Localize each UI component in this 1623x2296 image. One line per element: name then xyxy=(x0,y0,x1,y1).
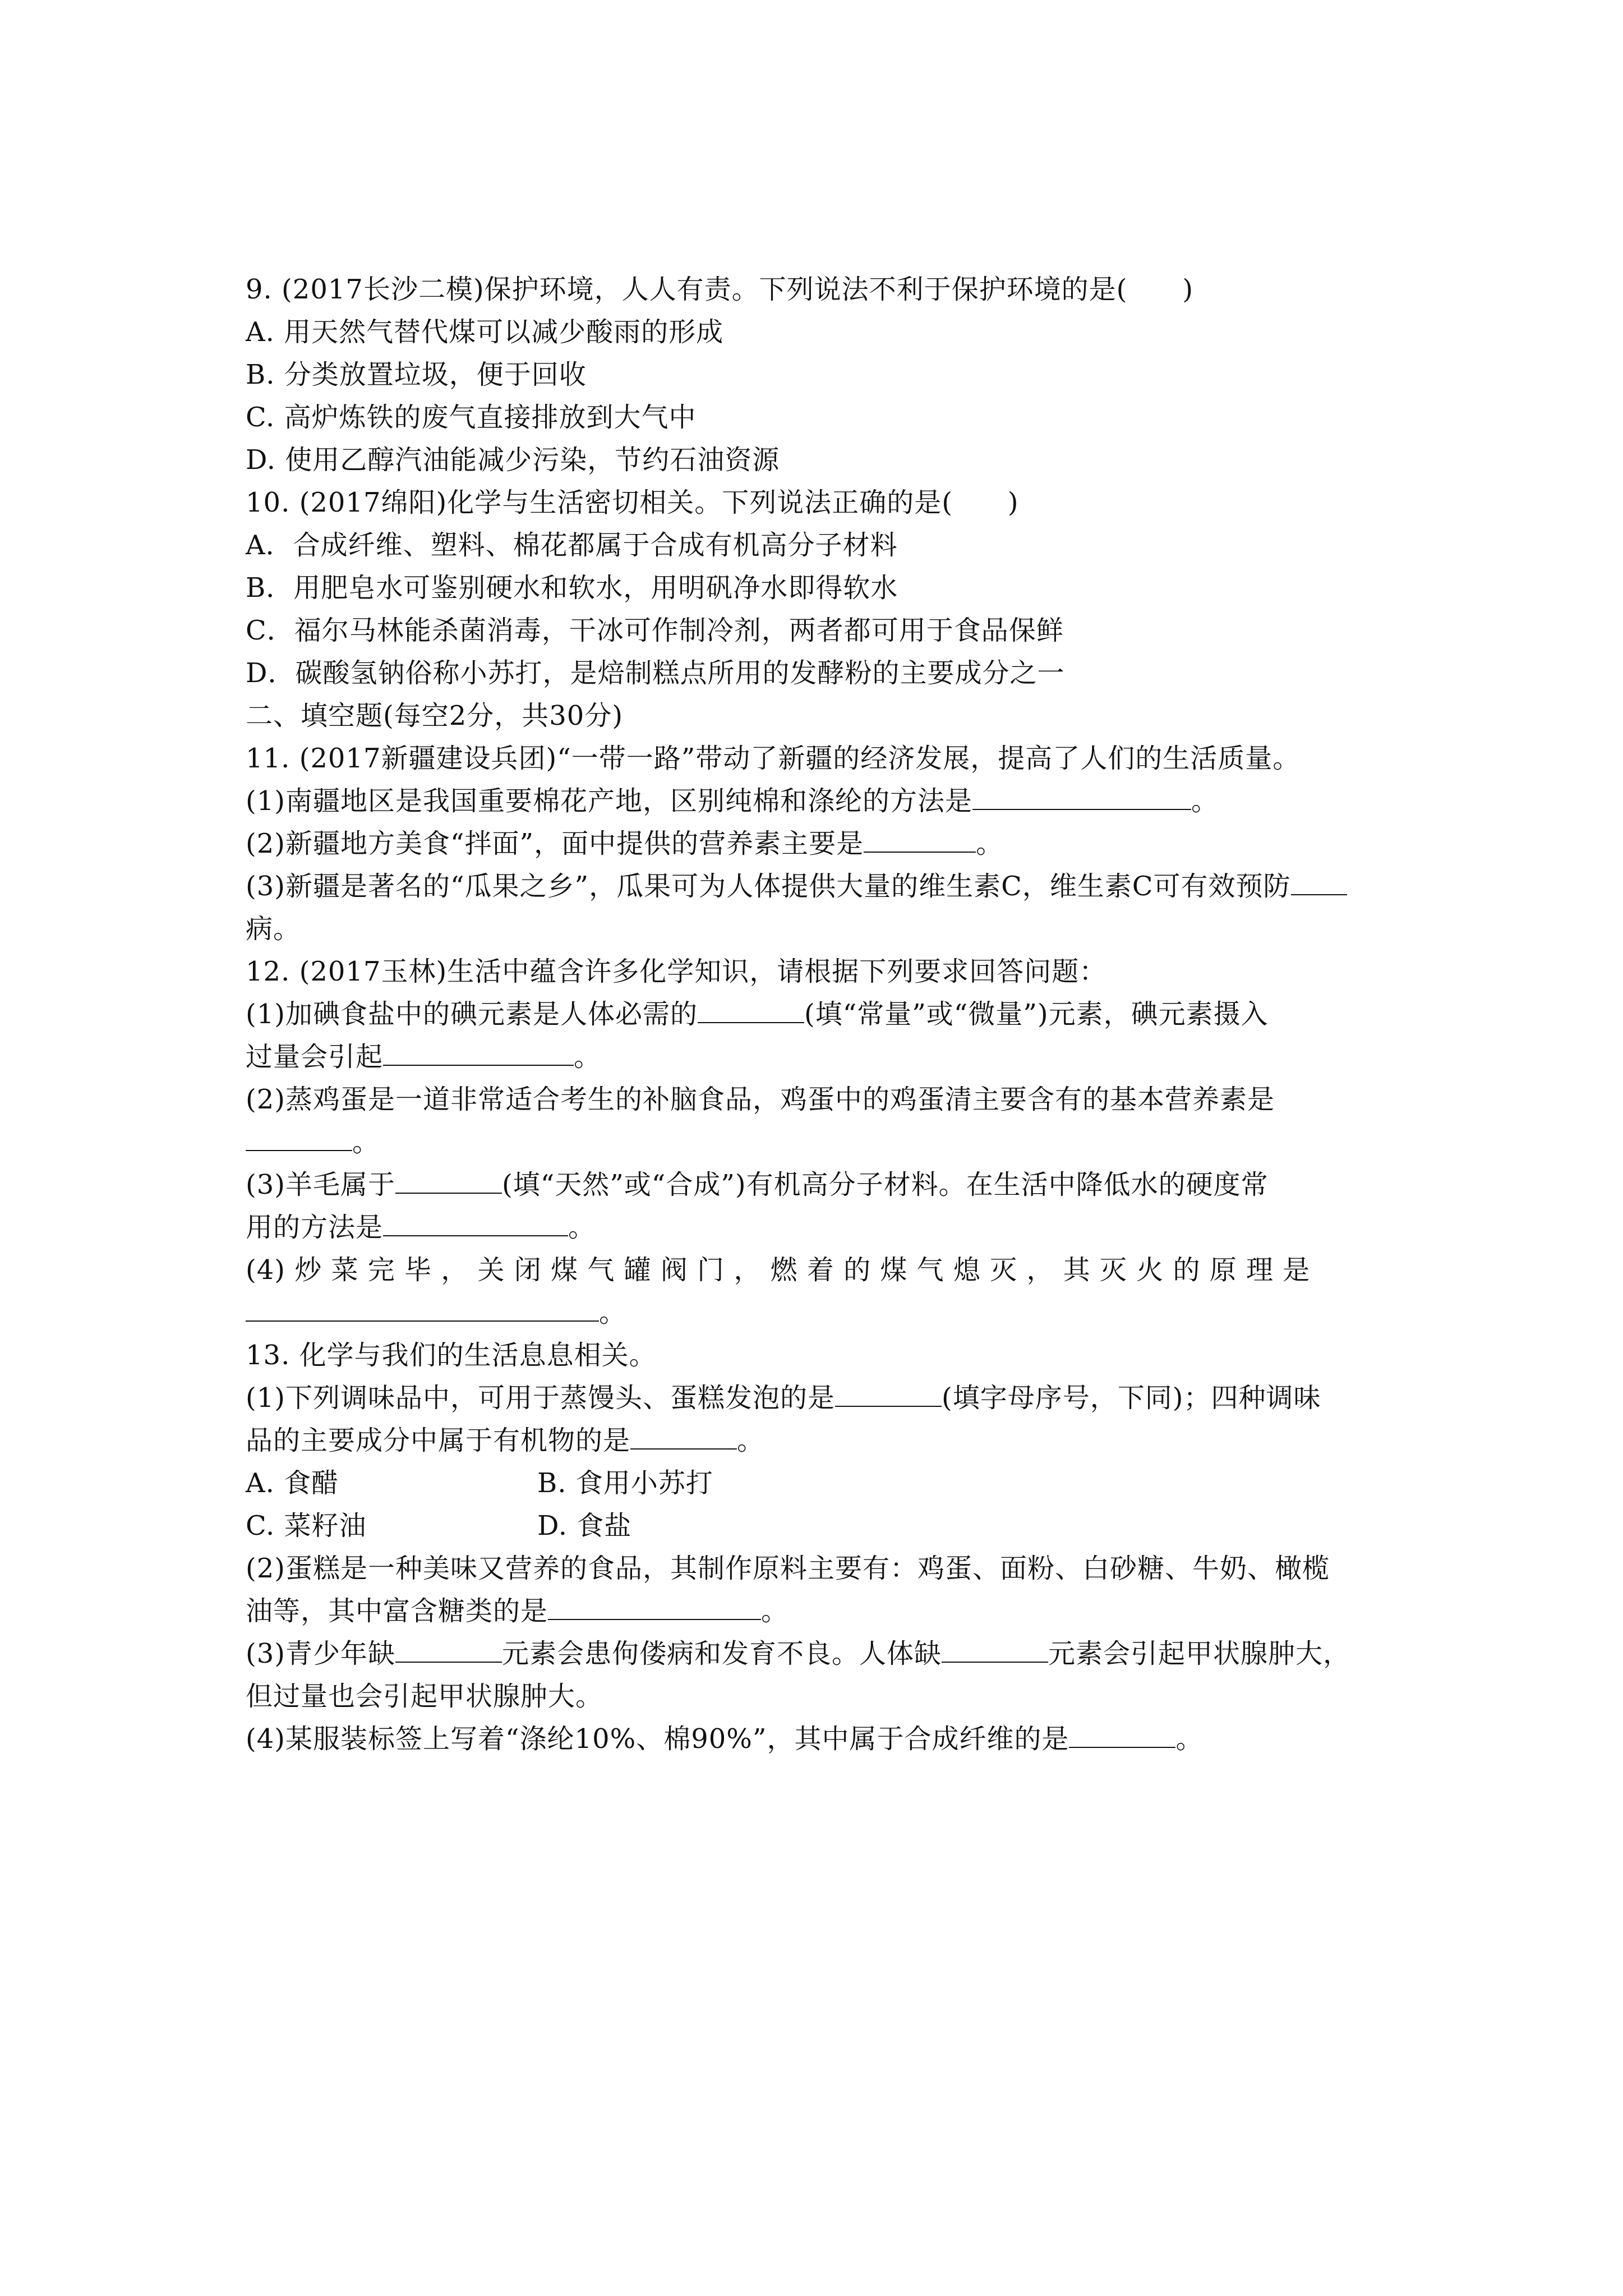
q11-part2-end: 。 xyxy=(976,828,1004,859)
answer-blank[interactable] xyxy=(548,1594,761,1620)
answer-blank[interactable] xyxy=(395,1168,502,1194)
q13-options-row-1 xyxy=(246,1462,1390,1504)
q13-part3-text-3: 元素会引起甲状腺肿大， xyxy=(1048,1638,1351,1669)
q9-option-d: D. 使用乙醇汽油能减少污染，节约石油资源 xyxy=(246,444,780,476)
q10-option-b: B．用肥皂水可鉴别硬水和软水，用明矾净水即得软水 xyxy=(246,572,898,604)
q10-stem: 10. (2017绵阳)化学与生活密切相关。下列说法正确的是( ) xyxy=(246,487,1019,518)
q9-stem: 9. (2017长沙二模)保护环境，人人有责。下列说法不利于保护环境的是( ) xyxy=(246,274,1194,305)
answer-blank[interactable] xyxy=(942,1637,1048,1663)
q9-option-c: C. 高炉炼铁的废气直接排放到大气中 xyxy=(246,402,697,433)
q9-option-a: A. 用天然气替代煤可以减少酸雨的形成 xyxy=(246,316,724,348)
answer-blank[interactable] xyxy=(383,1040,574,1066)
q10-option-a: A．合成纤维、塑料、棉花都属于合成有机高分子材料 xyxy=(246,530,898,561)
q13-option-d: D. 食盐 xyxy=(537,1510,632,1542)
answer-blank[interactable] xyxy=(1069,1722,1175,1748)
q13-part4-text: (4)某服装标签上写着“涤纶10%、棉90%”，其中属于合成纤维的是 xyxy=(246,1723,1069,1755)
q13-part2-text: 油等，其中富含糖类的是 xyxy=(246,1595,548,1627)
q12-part1-text: (1)加碘食盐中的碘元素是人体必需的 xyxy=(246,999,698,1030)
q12-part4: (4) 炒 菜 完 毕 ， 关 闭 煤 气 罐 阀 门 ， 燃 着 的 煤 气 熄 灭 ， 其 灭 火 的 原 理 是 xyxy=(246,1254,1311,1286)
q12-part2-end: 。 xyxy=(352,1126,380,1158)
q11-stem: 11. (2017新疆建设兵团)“一带一路”带动了新疆的经济发展，提高了人们的生活质量。 xyxy=(246,743,1301,774)
q11-part1 xyxy=(246,780,1390,822)
q12-stem: 12. (2017玉林)生活中蕴含许多化学知识，请根据下列要求回答问题： xyxy=(246,956,1107,987)
q10-option-d: D．碳酸氢钠俗称小苏打，是焙制糕点所用的发酵粉的主要成分之一 xyxy=(246,657,1065,689)
q11-part1-text: (1)南疆地区是我国重要棉花产地，区别纯棉和涤纶的方法是 xyxy=(246,785,972,817)
answer-blank[interactable] xyxy=(246,1296,599,1322)
q12-part1 xyxy=(246,993,1390,1036)
q13-option-b: B. 食用小苏打 xyxy=(537,1467,713,1499)
q12-part1-cont xyxy=(246,1036,1390,1078)
q11-part1-end: 。 xyxy=(1191,785,1219,817)
answer-blank[interactable] xyxy=(630,1424,737,1450)
q13-options-row-2 xyxy=(246,1504,1390,1547)
q12-part2-cont xyxy=(246,1121,1390,1163)
q12-part4-cont xyxy=(246,1291,1390,1334)
answer-blank[interactable] xyxy=(835,1381,942,1407)
answer-blank[interactable] xyxy=(246,1125,352,1151)
q13-part3-text: (3)青少年缺 xyxy=(246,1638,395,1669)
answer-blank[interactable] xyxy=(698,997,804,1023)
q13-part1 xyxy=(246,1377,1390,1419)
q12-part3-cont xyxy=(246,1206,1390,1249)
q13-part4-end: 。 xyxy=(1175,1723,1204,1755)
q12-part4-end: 。 xyxy=(599,1297,627,1328)
q11-part3-end: 病。 xyxy=(246,913,301,945)
q13-part1-text-2: (填字母序号，下同)；四种调味 xyxy=(942,1382,1321,1414)
q12-part1-text-2: (填“常量”或“微量”)元素，碘元素摄入 xyxy=(804,999,1269,1030)
q13-stem: 13. 化学与我们的生活息息相关。 xyxy=(246,1340,657,1371)
answer-blank[interactable] xyxy=(395,1637,502,1663)
q12-part3-text-2: (填“天然”或“合成”)有机高分子材料。在生活中降低水的硬度常 xyxy=(502,1169,1269,1200)
q13-part2: (2)蛋糕是一种美味又营养的食品，其制作原料主要有：鸡蛋、面粉、白砂糖、牛奶、橄榄 xyxy=(246,1553,1330,1584)
q13-option-c: C. 菜籽油 xyxy=(246,1510,367,1542)
q9-option-b: B. 分类放置垃圾，便于回收 xyxy=(246,359,587,390)
q12-part1-end: 。 xyxy=(574,1041,602,1073)
q13-part3-text-2: 元素会患佝偻病和发育不良。人体缺 xyxy=(502,1638,942,1669)
document-page xyxy=(246,268,1390,1760)
answer-blank[interactable] xyxy=(383,1211,568,1236)
q12-part1-text-3: 过量会引起 xyxy=(246,1041,384,1073)
q11-part2 xyxy=(246,822,1390,865)
q13-part2-end: 。 xyxy=(761,1595,789,1627)
q13-part1-end: 。 xyxy=(737,1425,765,1456)
q11-part3 xyxy=(246,865,1390,908)
q13-part4 xyxy=(246,1718,1390,1760)
q11-part3-text: (3)新疆是著名的“瓜果之乡”，瓜果可为人体提供大量的维生素C，维生素C可有效预防 xyxy=(246,871,1291,902)
q13-part1-text: (1)下列调味品中，可用于蒸馒头、蛋糕发泡的是 xyxy=(246,1382,835,1414)
q10-option-c: C．福尔马林能杀菌消毒，干冰可作制冷剂，两者都可用于食品保鲜 xyxy=(246,615,1064,646)
q12-part3 xyxy=(246,1163,1390,1206)
q13-part1-text-3: 品的主要成分中属于有机物的是 xyxy=(246,1425,631,1456)
q12-part3-end: 。 xyxy=(568,1212,596,1243)
q13-part1-cont xyxy=(246,1419,1390,1462)
section-heading: 二、填空题(每空2分，共30分) xyxy=(246,700,624,731)
q13-part2-cont xyxy=(246,1590,1390,1632)
q13-option-a: A. 食醋 xyxy=(246,1467,339,1499)
q13-part3 xyxy=(246,1632,1390,1675)
answer-blank[interactable] xyxy=(972,784,1191,810)
answer-blank[interactable] xyxy=(1291,869,1347,895)
q13-part3-cont: 但过量也会引起甲状腺肿大。 xyxy=(246,1681,603,1712)
q12-part3-text: (3)羊毛属于 xyxy=(246,1169,395,1200)
q12-part3-text-3: 用的方法是 xyxy=(246,1212,384,1243)
q12-part2: (2)蒸鸡蛋是一道非常适合考生的补脑食品，鸡蛋中的鸡蛋清主要含有的基本营养素是 xyxy=(246,1084,1275,1115)
answer-blank[interactable] xyxy=(864,827,976,853)
q11-part2-text: (2)新疆地方美食“拌面”，面中提供的营养素主要是 xyxy=(246,828,864,859)
